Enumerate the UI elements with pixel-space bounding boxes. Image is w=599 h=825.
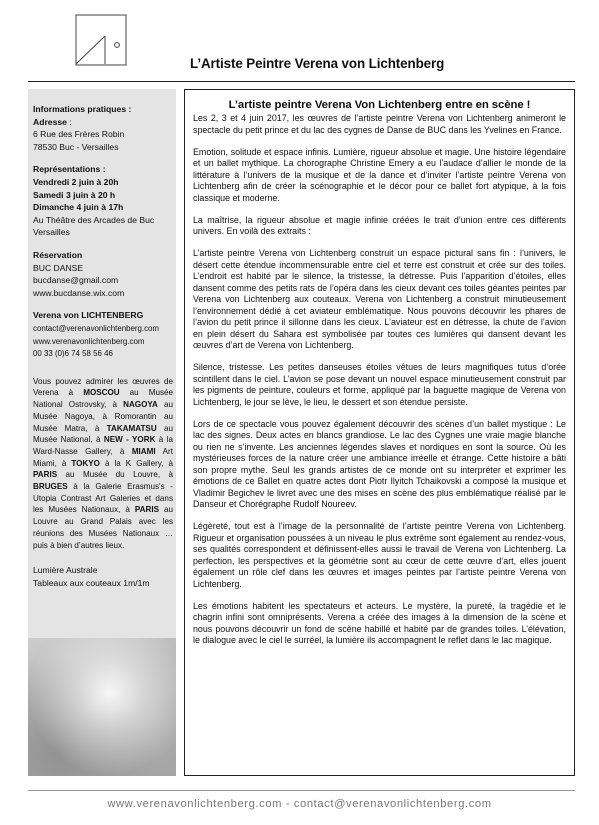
article-paragraph: Légèreté, tout est à l’image de la personnalité de l’artiste peintre Verena von Lichtenberg. Rigueur et organisation poussées à un niveau le plus extrême sont également au rendez-vous, ses qualités correspondent et définissent-elles aussi le travail de Verena von Lichtenberg. La perfection, les perspectives et la géométrie sont au cœur de cette œuvre d’art, elles jouent également un rôle clef dans les œuvres et images peintes par l’artiste peintre Verena von Lichtenberg. xyxy=(193,521,566,589)
representations-label: Représentations : xyxy=(33,164,106,175)
logo-icon xyxy=(75,14,127,66)
city-name: MIAMI xyxy=(131,446,156,456)
show-date-2: Samedi 3 juin à 20 h xyxy=(33,189,116,200)
painting-caption xyxy=(33,564,173,589)
tour-text: à la Ward-Nasse Gallery, à xyxy=(33,435,173,456)
caption-title: Lumière Australe xyxy=(33,565,98,576)
article-paragraph: Lors de ce spectacle vous pouvez également découvrir des scènes d’un ballet mystique : Le lac des signes. Deux actes en blancs grandiose. Le lac des Cygnes une vraie magie blanche ou rien ne s’invente. Les anciennes légendes slaves et nordiques en sont la source. Où les mystérieuses forces de la nature créer une ambiance irréelle et étrange. Cette histoire a bâti son propre mythe. Seul les grands artistes de ce monde ont su interpréter et exprimer les émotions de ce Ballet en quatre actes dont Piotr Ilyitch Tchaikovski a composé la musique et Vladimir Begichev le livret avec une des mises en scène des plus emblématique réalisé par le Danseur et Chorégraphe Rudolf Noureev. xyxy=(193,418,566,509)
painting-image xyxy=(28,638,176,776)
artist-phone: 00 33 (0)6 74 58 56 46 xyxy=(33,349,113,359)
footer-divider xyxy=(28,790,575,791)
article-paragraph: Emotion, solitude et espace infinis. Lumière, rigueur absolue et magie. Une histoire légendaire et un ballet mythique. La chorographe Christine Emery a eu l’audace d’allier le monde de la littérature à l’univers de la musique et de la dance et d’inviter l’artiste peintre Verena von Lichtenberg afin de créer la scénographie et le décor pour ce ballet fort atypique, à la fois classique et moderne. xyxy=(193,146,566,203)
tour-text: Vous pouvez admirer les œuvres de Verena à xyxy=(33,376,173,398)
info-sidebar xyxy=(28,89,176,776)
artist-contact xyxy=(33,309,173,359)
footer-contact-line: www.verenavonlichtenberg.com - contact@verenavonlichtenberg.com xyxy=(107,798,492,810)
article-paragraph: Silence, tristesse. Les petites danseuses étoiles vêtues de leurs magnifiques tutus d’orée scintillent dans le ciel. L’avion se pose devant un nouvel espace minutieusement construit par les pigments de peinture, couleurs et forme, appliqué par la baguette magique de Verena von Lichtenberg, le jour se lève, le lieu, le dessert et son étendue persiste. xyxy=(193,362,566,407)
tour-text: au Musée Nagoya, à Romorantin au Musée Matra, à xyxy=(33,400,173,433)
tour-text: au Musée du Louvre, à xyxy=(57,470,173,480)
article-box xyxy=(184,89,575,776)
city-name: BRUGES xyxy=(33,482,68,492)
caption-detail: Tableaux aux couteaux 1m/1m xyxy=(33,577,150,588)
address-line2: 78530 Buc - Versailles xyxy=(33,141,119,152)
city-name: NAGOYA xyxy=(123,400,158,410)
address-label: Adresse xyxy=(33,116,67,127)
address-line1: 6 Rue des Frères Robin xyxy=(33,129,125,140)
address-colon: : xyxy=(66,116,72,127)
tour-text: Art Miami, à xyxy=(33,446,173,468)
article-heading: L’artiste peintre Verena Von Lichtenberg entre en scène ! xyxy=(228,99,531,111)
org-name: BUC DANSE xyxy=(33,262,84,273)
artist-email-link[interactable]: contact@verenavonlichtenberg.com xyxy=(33,323,159,333)
city-name: PARIS xyxy=(33,470,58,480)
practical-info xyxy=(33,103,173,153)
reservation-label: Réservation xyxy=(33,249,83,260)
tour-text: au Louvre au Grand Palais avec les réunions des Musées Nationaux …puis à bien d’autres lieux. xyxy=(33,505,173,550)
exhibitions-text xyxy=(33,376,173,552)
header-divider xyxy=(28,81,575,82)
tour-text: au Musée National Ostrovsky, à xyxy=(33,388,173,410)
city-name: PARIS xyxy=(134,505,159,515)
city-name: NEW - YORK xyxy=(103,435,156,445)
venue: Au Théâtre des Arcades de Buc Versailles xyxy=(33,214,155,238)
article-paragraph: La maîtrise, la rigueur absolue et magie infinie créées le trait d’union entre ces différents univers. En voilà des extraits : xyxy=(193,214,566,236)
tour-text: au Musée National, à xyxy=(33,423,173,445)
show-date-1: Vendredi 2 juin à 20h xyxy=(33,176,119,187)
article-paragraph: L’artiste peintre Verena von Lichtenberg construit un espace pictural sans fin : l’univers, le désert cette étendue incommensurable entre ciel et terre est construit et crée sur des toiles. L’endroit est habité par le silence, la tristesse, la détresse. Puis l’apparition d’étoiles, elles dansent comme des petits rats de l’opéra dans les cieux devant ces toiles géantes peintes par Verena von Lichtenberg aux couteaux. Verena von Lichtenberg a construit minutieusement l’environnement dédié à cet aviateur emblématique. Nous pouvons découvrir les phares de l’avion du petit prince il sillonne dans les cieux. L’aviateur est en détresse, la chute de l’avion en plein désert du Sahara est symbolisée par toutes ces lumières qui dansent devant les œuvres d’art de Verena von Lichtenberg. xyxy=(193,248,566,350)
city-name: MOSCOU xyxy=(83,388,120,398)
tour-text: à la Galerie Erasmus's - Utopia Contrast Art Galeries et dans les Musées Nationaux, à xyxy=(33,482,173,515)
page-title: L’Artiste Peintre Verena von Lichtenberg xyxy=(190,56,445,71)
artist-site-link[interactable]: www.verenavonlichtenberg.com xyxy=(33,336,145,346)
city-name: TAKAMATSU xyxy=(106,423,157,433)
tour-text: à la K Gallery, à xyxy=(99,458,173,468)
show-date-3: Dimanche 4 juin à 17h xyxy=(33,202,124,213)
info-heading: Informations pratiques : xyxy=(33,104,132,114)
org-email-link[interactable]: bucdanse@gmail.com xyxy=(33,275,119,286)
representations xyxy=(33,163,173,239)
article-paragraph: Les 2, 3 et 4 juin 2017, les œuvres de l’artiste peintre Verena von Lichtenberg animeront le spectacle du petit prince et du lac des cygnes de Danse de BUC dans les Yvelines en France. xyxy=(193,113,566,135)
artist-name: Verena von LICHTENBERG xyxy=(33,310,144,321)
org-site-link[interactable]: www.bucdanse.wix.com xyxy=(33,287,125,298)
article-paragraph: Les émotions habitent les spectateurs et acteurs. Le mystère, la pureté, la tragédie et le chagrin infini sont omniprésents. Verena a créée des images à la dimension de la scène et nous pouvons découvrir un fond de scène habillé et habité par de grandes toiles. L’élévation, le dialogue avec le ciel le surréel, la lumière ils accompagnent le reflet dans le lac magique. xyxy=(193,600,566,645)
reservation xyxy=(33,249,173,299)
city-name: TOKYO xyxy=(71,458,100,468)
